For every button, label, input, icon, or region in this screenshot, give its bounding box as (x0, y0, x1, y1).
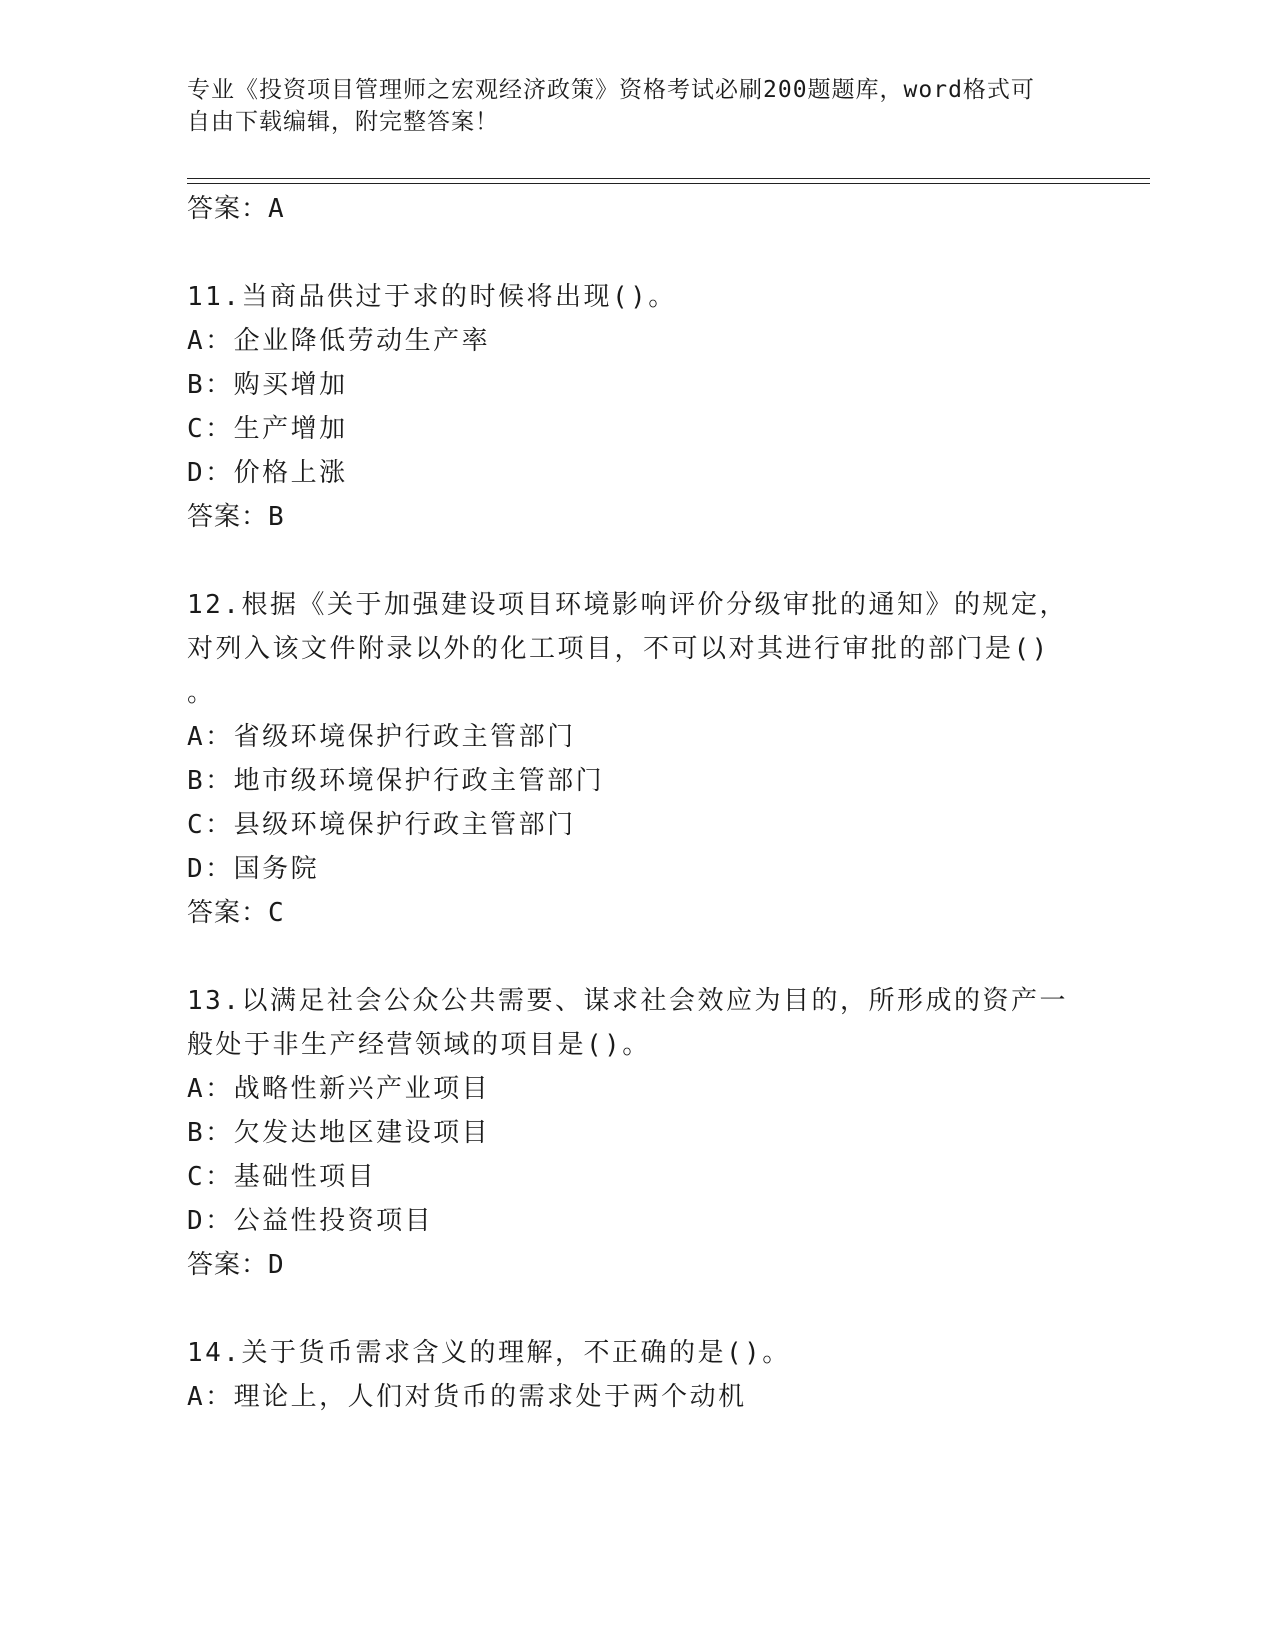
q14-stem: 14.关于货币需求含义的理解，不正确的是()。 (187, 1338, 791, 1368)
q11-stem: 11.当商品供过于求的时候将出现()。 (187, 282, 677, 312)
q11-option-c: C：生产增加 (187, 414, 348, 444)
q12-answer: 答案：C (187, 898, 285, 928)
q13-stem-line-2: 般处于非生产经营领域的项目是()。 (187, 1030, 651, 1060)
header-divider-top (187, 178, 1150, 179)
q12-option-d: D：国务院 (187, 854, 320, 884)
q13-answer: 答案：D (187, 1250, 285, 1280)
q13-option-b: B：欠发达地区建设项目 (187, 1118, 491, 1148)
header-divider-bottom (187, 183, 1150, 184)
q12-stem-line-3: 。 (187, 678, 216, 708)
q12-stem-line-2: 对列入该文件附录以外的化工项目，不可以对其进行审批的部门是() (187, 634, 1050, 664)
q12-stem-line-1: 12.根据《关于加强建设项目环境影响评价分级审批的通知》的规定， (187, 590, 1068, 620)
q13-option-d: D：公益性投资项目 (187, 1206, 434, 1236)
q11-option-b: B：购买增加 (187, 370, 348, 400)
header-line-1: 专业《投资项目管理师之宏观经济政策》资格考试必刷200题题库，word格式可 (187, 77, 1035, 103)
q13-option-a: A：战略性新兴产业项目 (187, 1074, 491, 1104)
document-header (187, 74, 1067, 138)
q11-option-d: D：价格上涨 (187, 458, 348, 488)
q12-option-c: C：县级环境保护行政主管部门 (187, 810, 576, 840)
q13-option-c: C：基础性项目 (187, 1162, 377, 1192)
header-line-2: 自由下载编辑，附完整答案！ (187, 109, 499, 135)
q12-option-a: A：省级环境保护行政主管部门 (187, 722, 576, 752)
q14-option-a: A：理论上，人们对货币的需求处于两个动机 (187, 1382, 747, 1412)
answer-q10: 答案：A (187, 194, 285, 224)
q13-stem-line-1: 13.以满足社会公众公共需要、谋求社会效应为目的，所形成的资产一 (187, 986, 1068, 1016)
q11-answer: 答案：B (187, 502, 285, 532)
q11-option-a: A：企业降低劳动生产率 (187, 326, 491, 356)
q12-option-b: B：地市级环境保护行政主管部门 (187, 766, 605, 796)
